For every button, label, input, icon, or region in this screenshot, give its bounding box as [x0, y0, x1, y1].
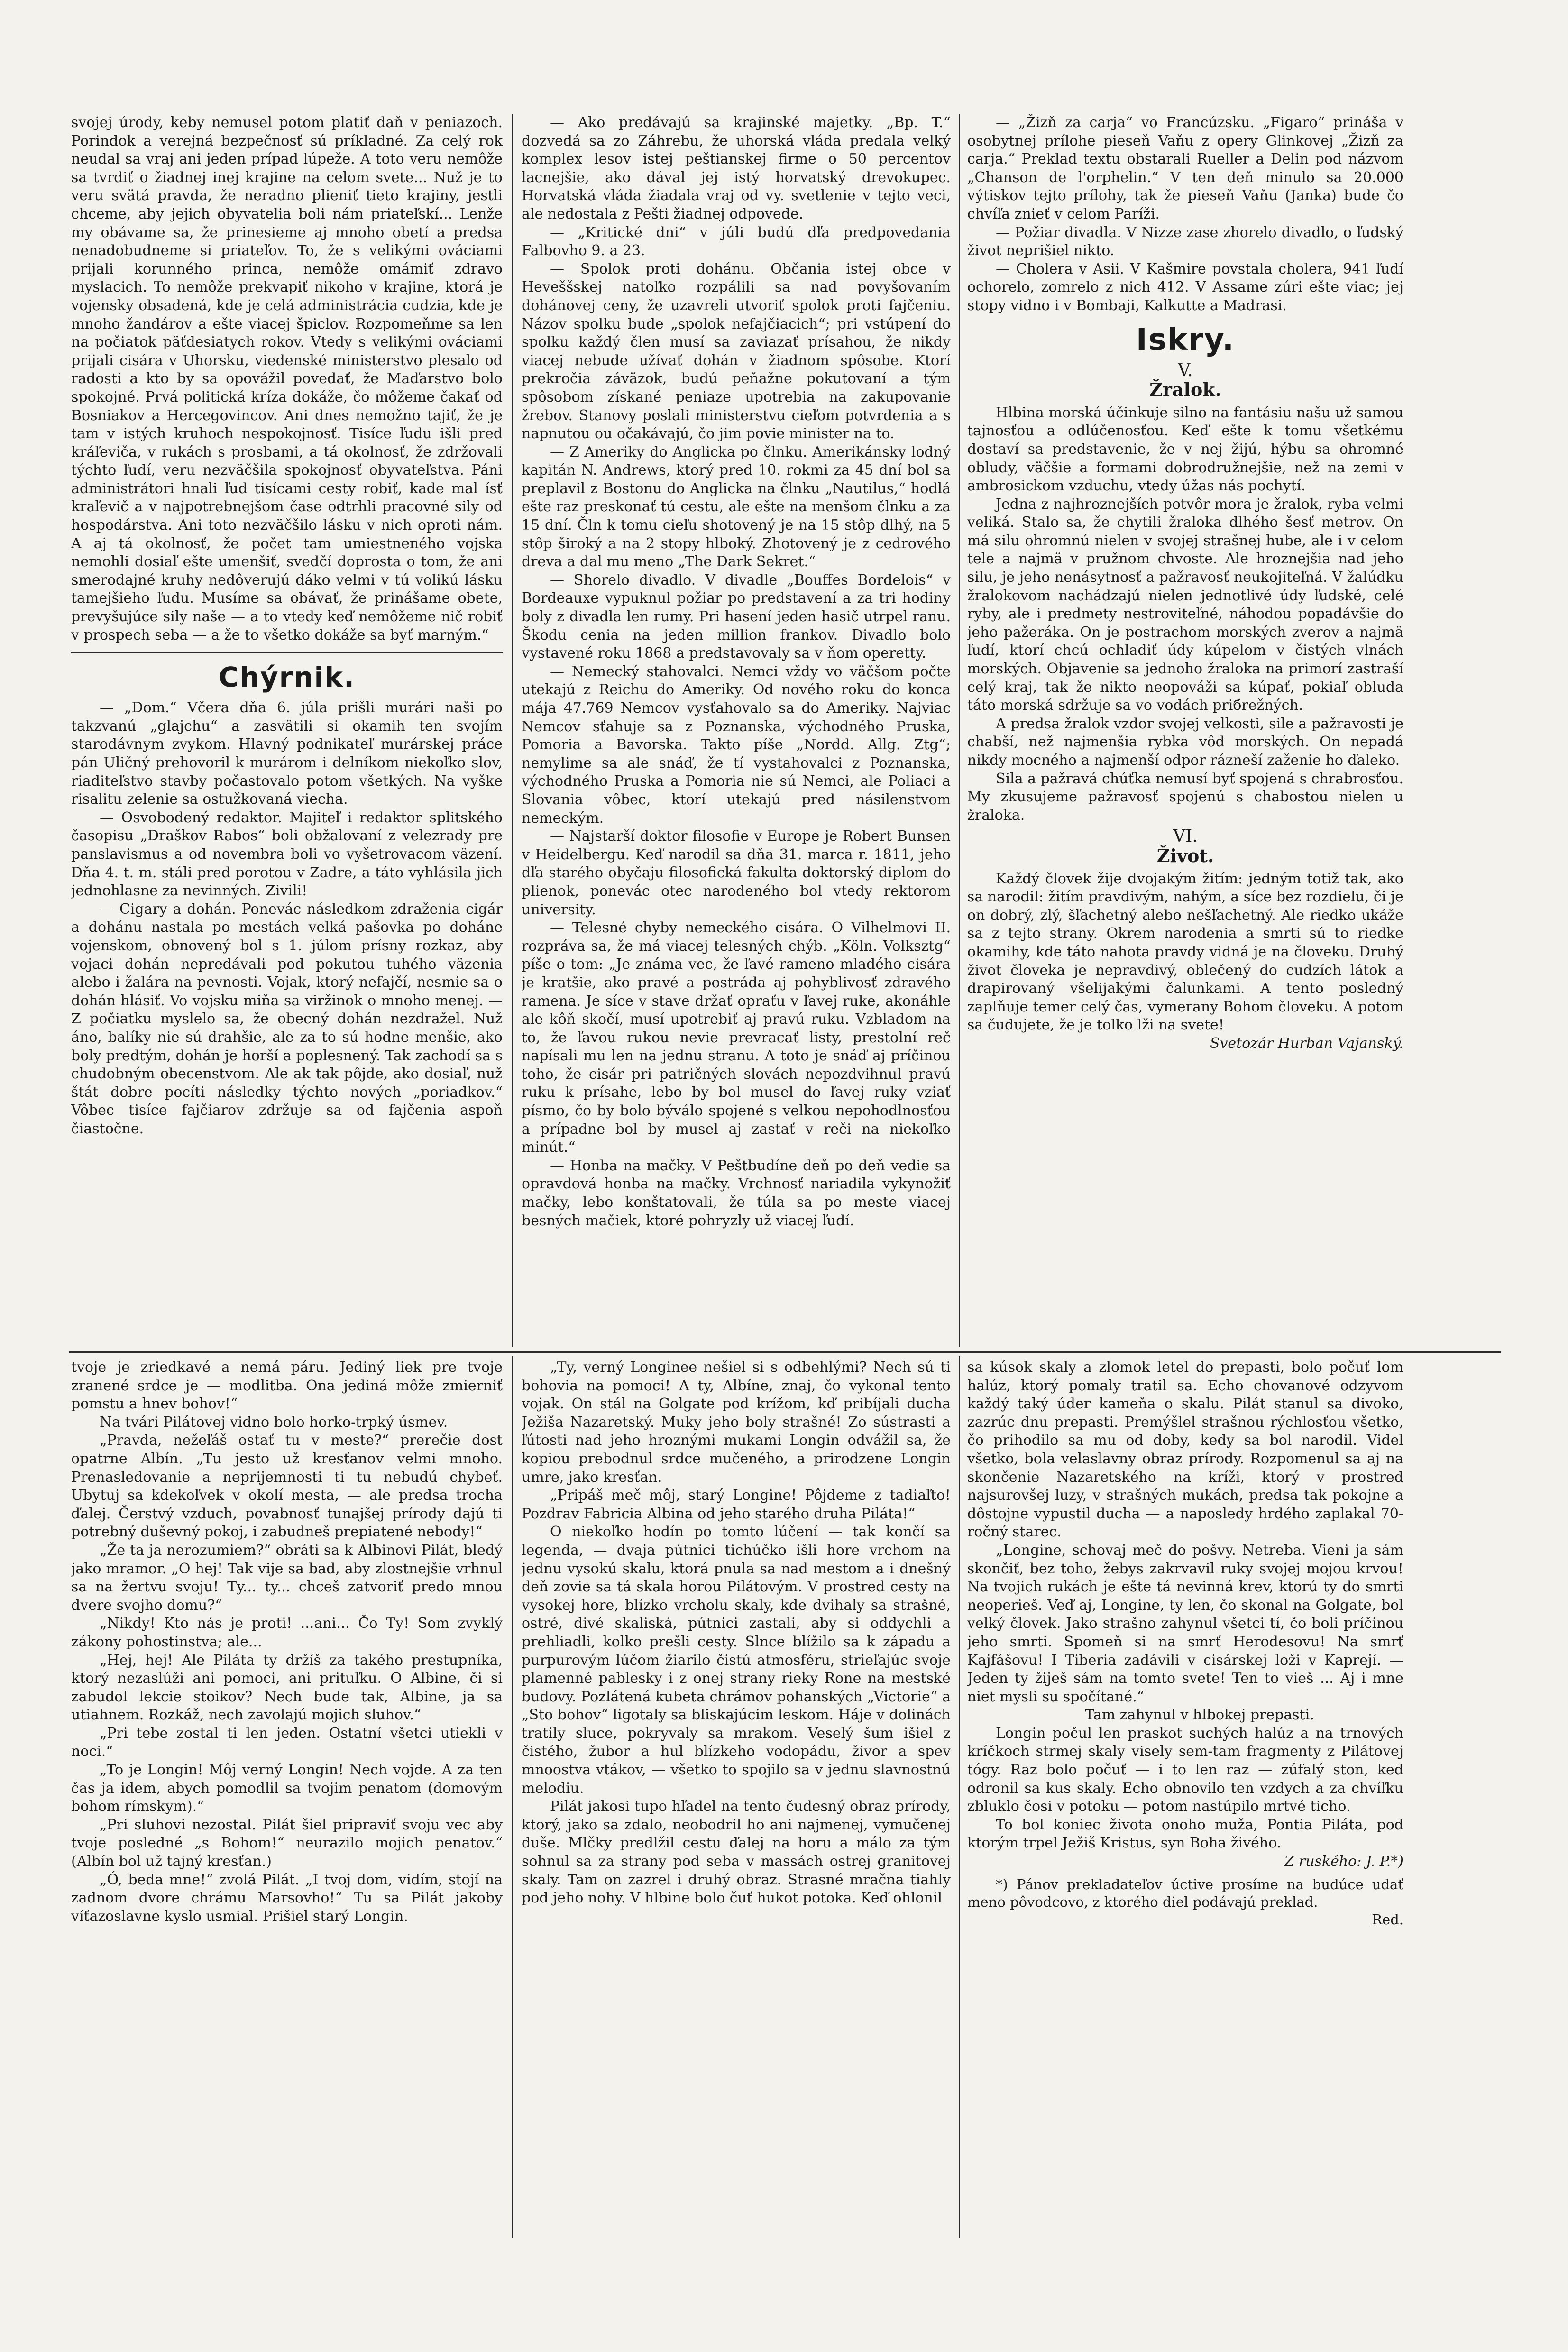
news-item-cholera: — Cholera v Asii. V Kašmire povstala cholera, 941 ľudí ochorelo, zomrelo z nich 412. V Assame zúri ešte viac; jej stopy vidno i v Bombaji, Kalkutte a Madrasi. [967, 260, 1403, 314]
story-paragraph: O niekoľko hodín po tomto lúčení — tak končí sa legenda, — dvaja pútnici tichúčko išli hore vrchom na jednu vysokú skalu, ktorá pnula sa nad mestom a i dnešný deň zovie sa tá skala horou Pilátovým. V prostred cesty na vysokej hore, blízko vrcholu skaly, kde dvihaly sa strašné, ostré, divé skaliská, pútnici zastali, aby si oddychli a prehliadli, kolko prešli cesty. Slnce blížilo sa k západu a purpurovým lúčom žiarilo čistú atmosféru, strieľajúc svoje plamenné pablesky i z onej strany rieky Rone na mestské budovy. Pozlátená kubeta chrámov pohanských „Victorie“ a „Sto bohov“ ligotaly sa bliskajúcim leskom. Háje v dolinách tratily sluce, pokryvaly sa mrakom. Veselý šum išiel z čistého, žubor a hul blízkeho vodopádu, živor a spev mnoostva vtákov, — všetko to spojilo sa v jednu slavnostnú melodiu. [522, 1524, 951, 1797]
story-paragraph: „Že ta ja nerozumiem?“ obráti sa k Albinovi Pilát, bledý jako mramor. „O hej! Tak vije sa bad, aby zlostnejšie vrhnul sa na žertvu svoju! Ty... ty... chceš zatvoriť predo mnou dvere svojho domu?“ [71, 1542, 503, 1614]
story-paragraph: tvoje je zriedkavé a nemá páru. Jediný liek pre tvoje zranené srdce je — modlitba. Ona jediná môže zmierniť pomstu a hnev bohov!“ [71, 1359, 503, 1413]
iskry-number-v: V. [1178, 360, 1193, 380]
news-item-spolok: — Spolok proti dohánu. Občania istej obce v Heveššskej natoľko rozpálili sa nad povyšovaním dohánovej ceny, že uzavreli utvoriť spolok proti fajčeniu. Názov spolku bude „spolok nefajčiacich“; pri vstúpení do spolku každý člen musí sa zaviazať prísahou, že nikdy viacej nebude užívať dohán v žiadnom spôsobe. Ktorí prekročia záväzok, budú peňažne pokutovaní a tým spôsobom získané peniaze upotrebia na zakupovanie žrebov. Stanovy poslali ministerstvu cieľom potvrdenia a s napnutou ou očakávajú, čo jim povie minister na to. [522, 260, 951, 442]
iskry-title-zivot: Život. [1156, 845, 1214, 866]
zivot-paragraph-1: Každý človek žije dvojakým žitím: jedným totiž tak, ako sa narodil: žitím pravdivým, nahým, a síce bez rozdielu, či je on dobrý, zlý, šľachetný alebo nešľachetný. Ale riedko ukáže sa z tejto strany. Okrem narodenia a smrti sú to riedke okamihy, kde táto nahota pravdy vidná je na človeku. Druhý život človeka je nepravdivý, oblečený do cudzích látok a drapirovaný všelijakými čalunkami. A tento posledný zaplňuje temer celý čas, vymerany Bohom človeku. A potom sa čudujete, že je tolko lži na svete! [967, 870, 1403, 1034]
translator-note: Z ruského: J. P.*) [1284, 1853, 1403, 1870]
section-title-iskry: Iskry. [1136, 322, 1235, 358]
news-item-poziar: — Požiar divadla. V Nizze zase zhorelo divadlo, o ľudský život neprišiel nikto. [967, 224, 1403, 259]
zralok-paragraph-4: Sila a pažravá chúťka nemusí byť spojená s chrabrosťou. My zkusujeme pažravosť spojenú s chabostou nielen u žraloka. [967, 770, 1403, 824]
zralok-paragraph-1: Hlbina morská účinkuje silno na fantásiu našu už samou tajnosťou a odlúčenosťou. Keď ešte k tomu všetkému dostaví sa predstavenie, že v nej žijú, hýbu sa ohromné obludy, väčšie a formami dobrodružnejšie, než na zemi v ambrosickom vzduchu, vtedy úžas nás pochytí. [967, 404, 1403, 495]
story-paragraph: „Nikdy! Kto nás je proti! ...ani... Čo Ty! Som zvyklý zákony pohostinstva; ale... [71, 1615, 503, 1650]
story-paragraph: Tam zahynul v hlbokej prepasti. [1085, 1707, 1314, 1724]
story-paragraph: „Longine, schovaj meč do pošvy. Netreba. Vieni ja sám skončiť, bez toho, žebys zakrvavil ruky svojej mojou krvou! Na tvojich rukách je ešte tá nevinná krev, ktorú ty do smrti neoperieš. Veď aj, Longine, ty len, čo skonal na Golgate, bol velký človek. Jako strašno zahynul všetci tí, čo boli príčinou jeho smrti. Spomeň si na smrť Herodesovu! Na smrť Kajfášovu! I Tiberia zadávili v cisárskej loži v Kaprejí. — Jeden ty žiješ sám na tomto svete! Ten to vieš ... Aj i mne niet mysli su spočítané.“ [967, 1542, 1403, 1705]
column-rule-2 [959, 114, 960, 1347]
story-paragraph: sa kúsok skaly a zlomok letel do prepasti, bolo počuť lom halúz, ktorý pomaly tratil sa. Echo chovanové odzyvom každý taký úder kameňa o skalu. Pilát stanul sa divoko, zazrúc dnu prepasti. Premýšlel strašnou rýchlosťou všetko, čo prihodilo sa mu od doby, kedy sa bol narodil. Videl všetko, bola velaslavny obraz prírody. Rozpomenul sa aj na skončenie Nazaretského na kríži, ktorý v prostred najsurovšej luzy, v strašných mukách, predsa tak pokojne a dôstojne vypustil ducha — a naposledy hrdého zaplakal 70-ročný starec. [967, 1359, 1403, 1541]
news-item-amerika: — Z Ameriky do Anglicka po člnku. Amerikánsky lodný kapitán N. Andrews, ktorý pred 10. rokmi za 45 dní bol sa preplavil z Bostonu do Anglicka na člnku „Nautilus,“ hodlá ešte raz preskonať tú cestu, ale ešte na menšom člnku a za 15 dní. Čln k tomu cieľu shotovený je na 15 stôp dlhý, na 5 stôp široký a na 2 stopy hlboký. Zhotovený je z cedrového dreva a dal mu meno „The Dark Sekret.“ [522, 443, 951, 570]
author-signature: Svetozár Hurban Vajanský. [1210, 1035, 1403, 1052]
zralok-paragraph-2: Jedna z najhroznejších potvôr mora je žralok, ryba velmi veliká. Stalo sa, že chytili žraloka dlhého šesť metrov. On má silu ohromnú nielen v svojej strašnej hube, ale i v celom tele a najmä v pružnom chvoste. Ale hroznejšia nad jeho silu, je jeho nenásytnosť a pažravosť neukojiteľná. V žalúdku žralokovom nachádzajú nielen jednotlivé údy ľudské, celé ryby, ale i predmety nestroviteľné, náhodou popadávšie do jeho pažeráka. On je postrachom morských zverov a najmä ľudí, ktorí chcú ochladiť údy kúpelom v čistých vlnách morských. Objavenie sa jednoho žraloka na primorí zastraší celý kraj, tak že nikto neopováži sa kúpať, pokiaľ obluda táto morská sdržuje sa vo vodách priбrežných. [967, 496, 1403, 714]
story-paragraph: To bol koniec života onoho muža, Pontia Piláta, pod ktorým trpel Ježiš Kristus, syn Boha živého. [967, 1816, 1403, 1852]
zralok-paragraph-3: A predsa žralok vzdor svojej velkosti, sile a pažravosti je chabší, než najmenšia rybka vôd morských. On nepadá nikdy mocného a najmenší odpor rázneší zaženie ho ďaleko. [967, 715, 1403, 769]
story-paragraph: „Pripáš meč môj, starý Longine! Pôjdeme z tadiaľto! Pozdrav Fabricia Albina od jeho starého druha Piláta!“ [522, 1487, 951, 1522]
news-item-majetky: — Ako predávajú sa krajinské majetky. „Bp. T.“ dozvedá sa zo Záhrebu, že uhorská vláda predala velký komplex lesov istej peštianskej firme o 50 percentov lacnejšie, ako dával jej istý horvatský drevokupec. Horvatská vláda žiadala vraj od vy. svetlenie v tejto veci, ale nedostala z Pešti žiadnej odpovede. [522, 114, 951, 222]
footnote-signature: Red. [1372, 1911, 1403, 1928]
column-rule-3 [512, 1356, 513, 2238]
story-paragraph: Na tvári Pilátovej vidno bolo horko-trpký úsmev. [100, 1414, 448, 1431]
section-rule [69, 1351, 1501, 1353]
column-1-bottom [71, 1359, 503, 2236]
iskry-title-zralok: Žralok. [1149, 379, 1221, 401]
news-item-divadlo: — Shorelo divadlo. V divadle „Bouffes Bordelois“ v Bordeauxe vypuknul požiar po predstavení a za tri hodiny boly z divadla len rumy. Pri hasení jeden hasič utrpel ranu. Škodu cenia na jeden million frankov. Divadlo bolo vystavené roku 1868 a predstavovaly sa v ňom operetty. [522, 571, 951, 662]
column-3-top [967, 114, 1403, 1347]
story-paragraph: Pilát jakosi tupo hľadel na tento čudesný obraz prírody, ktorý, jako sa zdalo, neobodril ho ani najmenej, vymučenej duše. Mlčky predlžil cestu ďalej na horu a málo za tým sohnul sa za strany pod seba v massách ostrej granitovej skaly. Tam on zazrel i druhý obraz. Strasné mračna tiahly pod jeho nohy. V hlbine bolo čuť hukot potoka. Keď ohlonil [522, 1798, 951, 1907]
column-rule-1 [512, 114, 513, 1347]
iskry-number-vi: VI. [1173, 827, 1198, 846]
story-paragraph: „Ty, verný Longinee nešiel si s odbehlými? Nech sú ti bohovia na pomoci! A ty, Albíne, znaj, čo vykonal tento vojak. On stál na Golgate pod krížom, kď pribíjali ducha Ježiša Nazaretský. Muky jeho boly strašné! Zo sústrasti a ľútosti nad jeho hroznými mukami Longin odvážil sa, že kopiou prebodnul srdce mučeného, a prirodzene Longin umre, jako kresťan. [522, 1359, 951, 1486]
story-paragraph: „Pri sluhovi nezostal. Pilát šiel pripraviť svoju vec aby tvoje posledné „s Bohom!“ neurazilo mojich penatov.“ (Albín bol už tajný kresťan.) [71, 1816, 503, 1870]
column-rule-4 [959, 1356, 960, 2238]
news-item-doktor: — Najstarší doktor filosofie v Europe je Robert Bunsen v Heidelbergu. Keď narodil sa dňa 31. marca r. 1811, jeho dľa starého obyčaju filosofická fakulta doktorský diplom do plienok, ponevác otec narodeného bol vtedy rektorom university. [522, 828, 951, 918]
news-item-macky: — Honba na mačky. V Peštbudíne deň po deň vedie sa opravdová honba na mačky. Vrchnosť nariadila vykynožiť mačky, lebo konštatovali, že túla sa po meste viacej besných mačiek, ktoré pohryzly už viacej ľudí. [522, 1157, 951, 1229]
column-2-top [522, 114, 951, 1347]
story-paragraph: „Pri tebe zostal ti len jeden. Ostatní všetci utiekli v noci.“ [71, 1725, 503, 1760]
article-continuation: svojej úrody, keby nemusel potom platiť daň v peniazoch. Porindok a verejná bezpečnosť sú príkladné. Za celý rok neudal sa vraj ani jeden prípad lúpeže. A toto veru nemôže sa tvrdiť o žiadnej inej krajine na celom svete... Nuž je to veru svätá pravda, že neradno plieniť tieto krajiny, jestli chceme, aby jejich obyvatelia boli nám priateľskí... Lenže my obávame sa, že prinesieme aj mnoho obetí a predsa nenadobudneme si priateľov. To, že s velikými ováciami prijali korunného princa, nemôže omámiť zdravo myslacich. To nemôže prekvapiť nikoho v krajine, ktorá je vojensky obsadená, kde je celá administrácia cudzia, kde je mnoho žandárov a ešte viacej špiclov. Rozpomeňme sa len na počiatok päťdesiatych rokov. Vtedy s velikými ováciami prijali cisára v Uhorsku, viedenské ministerstvo plesalo od radosti a kto by sa opovážil povedať, že Maďarstvo bolo spokojné. Prvá politická kríza dokáže, čo môžeme čakať od Bosniakov a Hercegovincov. Ani dnes nemožno tajiť, že je tam v istých kruhoch nespokojnosť. Tisíce ľudu išli pred kráľeviča, v rukách s prosbami, a tá okolnosť, že zdržovali týchto ľudí, veru nezväčšila spokojnosť obyvateľstva. Páni administrátori hnali ľud tisícami cesty robiť, kade mal ísť kraľevič a v najpotrebnejšom čase odtrhli pracovné sily od hospodárstva. Ani toto nezväčšilo lásku v nich oproti nám. A aj tá okolnosť, že počet tam umiestneného vojska nemohli dosiaľ ešte umenšiť, svedčí doprosta o tom, že ani smerodajné kruhy nedôverujú dáko velmi v tú volikú lásku tamejšieho ľudu. Musíme sa obávať, že prinášame obete, prevyšujúce sily naše — a to vtedy keď nemôžeme nič robiť v prospech seba — a že to všetko dokáže sa byť marným.“ [71, 114, 503, 643]
news-item-redaktor: — Osvobodený redaktor. Majiteľ i redaktor splitského časopisu „Draškov Rabos“ boli obžalovaní z velezrady pre panslavismus a od novembra boli vo vyšetrovacom väzení. Dňa 4. t. m. stáli pred porotou v Zadre, a táto vyhlásila jich jednohlasne za nevinných. Zivili! [71, 809, 503, 900]
section-title-chyrnik: Chýrnik. [71, 652, 503, 694]
column-2-bottom [522, 1359, 951, 2236]
story-paragraph: Longin počul len praskot suchých halúz a na trnových kríčkoch strmej skaly visely sem-tam fragmenty z Pilátovej tógy. Raz bolo počuť — i to len raz — zúfalý ston, keď odronil sa kus skaly. Echo obnovilo ten vzdych a za chvíľku zbluklo čosi v potoku — potom nastúpilo mrtvé ticho. [967, 1725, 1403, 1815]
news-item-cisar: — Telesné chyby nemeckého cisára. O Vilhelmovi II. rozpráva sa, že má viacej telesných chýb. „Köln. Volksztg“ píše o tom: „Je známa vec, že ľavé rameno mladého cisára je kratšie, ako pravé a postráda aj pohyblivosť zdravého ramena. Je síce v stave držať opraťu v ľavej ruke, akonáhle ale kôň skočí, musí upotrebiť aj pravú ruku. Vzbladom na to, že ľavou rukou nevie prevracať listy, prestolní reč napísali mu len na jednu stranu. A toto je snáď aj príčinou toho, že cisár pri patričných slovách nepozdvihnul pravú ruku k prísahe, lebo by bol musel do ľavej ruky vziať písmo, čo by bolo býválo spojené s velkou nepohodlnosťou a prípadne bol by musel aj zastať v reči na niekoľko minút.“ [522, 919, 951, 1156]
news-item-zizn: — „Žizň za carja“ vo Francúzsku. „Figaro“ prináša v osobytnej prílohe pieseň Vaňu z opery Glinkovej „Žizň za carja.“ Preklad textu obstarali Rueller a Delin pod názvom „Chanson de l'orphelin.“ V ten deň minulo sa 20.000 výtiskov tejto prílohy, tak že pieseň Vaňu (Janka) bude čo chvíľa znieť v celom Paríži. [967, 114, 1403, 222]
news-item-stahovalci: — Nemecký stahovalci. Nemci vždy vo väčšom počte utekajú z Reichu do Ameriky. Od nového roku do konca mája 47.769 Nemcov vysťahovalo sa do Ameriky. Najviac Nemcov sťahuje sa z Poznanska, východného Pruska, Pomoria a Bavorska. Takto píše „Nordd. Allg. Ztg“; nemylime sa ale snáď, že tí vystahovalci z Poznanska, východného Pruska a Pomoria nie sú Nemci, ale Poliaci a Slovania vôbec, ktorí utekajú pred násilenstvom nemeckým. [522, 663, 951, 827]
news-item-dom: — „Dom.“ Včera dňa 6. júla prišli murári naši po takzvanú „glajchu“ a zasvätili si okamih ten svojím starodávnym zvykom. Hlavný podnikateľ murárskej práce pán Uličný prehovoril k murárom i delníkom niekoľko slov, riaditeľstvo stavby počastovalo potom všetkých. Na vyške risalitu zelenie sa ostužkovaná viecha. [71, 699, 503, 808]
story-paragraph: „Hej, hej! Ale Piláta ty držíš za takého prestupníka, ktorý nezaslúži ani pomoci, ani prituľku. O Albine, či si zabudol lekcie stoikov? Nech bude tak, Albine, ja sa utiahnem. Rozkáž, nech zavolajú mojich sluhov.“ [71, 1652, 503, 1724]
column-1-top [71, 114, 503, 1347]
news-item-cigary: — Cigary a dohán. Ponevác následkom zdraženia cigár a dohánu nastala po mestách velká pašovka po dohánе vojenskom, obnovený bol s 1. júlom prísny rozkaz, aby vojaci dohán nepredávali pod pokutou tuhého väzenia alebo i žalára na pevnosti. Vojak, ktorý nefajčí, nesmie sa o dohán hlásiť. Vo vojsku miňa sa viržinok o mnoho menej. — Z počiatku myslelo sa, že obecný dohán nezdražel. Nuž áno, balíky nie sú drahšie, ale za to sú hodne menšie, ako boly predtým, dohán je horší a poplesnený. Tak zachodí sa s chudobným obecenstvom. Ale ak tak pôjde, ako dosiaľ, nuž štát dobre pocíti následky týchto nových „poriadkov.“ Vôbec tisíce fajčiarov zdržuje sa od fajčenia aspoň čiastočne. [71, 900, 503, 1137]
footnote: *) Pánov prekladateľov úctive prosíme na budúce udať meno pôvodcovo, z ktorého diel podávajú preklad. [967, 1876, 1403, 1910]
story-paragraph: „Ó, beda mne!“ zvolá Pilát. „I tvoj dom, vidím, stojí na zadnom dvore chrámu Marsovho!“ Tu sa Pilát jakoby víťazoslavne kyslo usmial. Prišiel starý Longin. [71, 1871, 503, 1925]
column-3-bottom [967, 1359, 1403, 2236]
news-item-kriticke-dni: — „Kritické dni“ v júli budú dľa predpovedania Falbovho 9. a 23. [522, 224, 951, 259]
story-paragraph: „To je Longin! Môj verný Longin! Nech vojde. A za ten čas ja idem, abych pomodlil sa tvojim penatom (domovým bohom rímskym).“ [71, 1762, 503, 1815]
story-paragraph: „Pravda, nežeľáš ostať tu v meste?“ prerečie dost opatrne Albín. „Tu jesto už kresťanov velmi mnoho. Prenasledovanie a neprijemnosti ti tu nebudú chybeť. Ubytuj sa kdekoľvek v okolí mesta, — ale predsa trocha ďalej. Čerstvý vzduch, povabnosť tunajšej prírody dajú ti potrebný duševný pokoj, i zabudneš prepiatené nebody!“ [71, 1432, 503, 1541]
